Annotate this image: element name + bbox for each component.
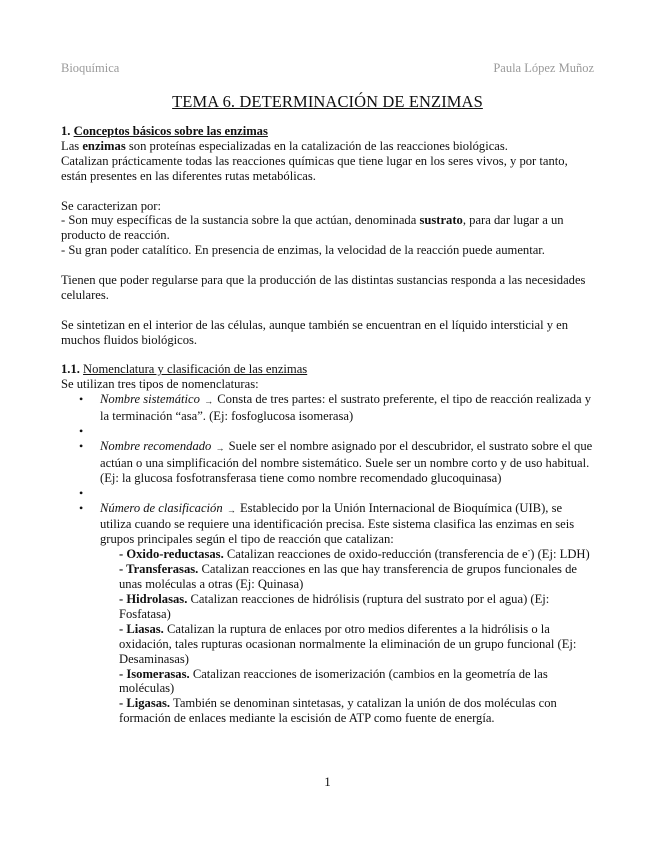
text: - Son muy específicas de la sustancia sobre la que actúan, denominada (61, 213, 417, 228)
page-number: 1 (324, 774, 331, 789)
bold-term: sustrato (419, 213, 463, 228)
document-body (61, 124, 595, 726)
text: Las (61, 138, 80, 153)
group-item (119, 696, 595, 726)
list-item (100, 439, 595, 486)
text: Catalizan reacciones de oxido-reducción (transferencia de e (226, 547, 528, 562)
section-1-number: 1. (61, 124, 71, 138)
enzyme-groups (100, 547, 595, 726)
arrow-icon: → (226, 504, 236, 515)
text: Suele ser el nombre asignado por el descubridor, el sustrato sobre el que actúan o una simplificación del nombre sistemático. Suele ser un nombre corto y de uso habitual. (Ej: la glucosa fosfotransferasa tiene como nombre recomendado glucoquinasa) (100, 438, 593, 485)
text: Establecido por la Unión Internacional de Bioquímica (UIB), se utiliza cuando se requiere una identificación precisa. Este sistema clasifica las enzimas en seis grupos principales según el tipo de reacción que catalizan: (100, 500, 575, 547)
paragraph: Se sintetizan en el interior de las células, aunque también se encuentran en el líquido intersticial y en muchos fluidos biológicos. (61, 317, 569, 347)
text: Catalizan reacciones de isomerización (cambios en la geometría de las moléculas) (119, 666, 548, 696)
page-title: TEMA 6. DETERMINACIÓN DE ENZIMAS (172, 92, 483, 111)
text: Catalizan la ruptura de enlaces por otro medios diferentes a la hidrólisis o la oxidación, tales rupturas ocasionan normalmente la eliminación de un grupo funcional (Ej: Desaminasas) (119, 621, 577, 666)
arrow-icon: → (204, 396, 214, 407)
group-item (119, 547, 595, 562)
spacer (100, 486, 595, 501)
group-name: - Isomerasas. (119, 666, 190, 681)
section-1-1-heading (61, 362, 595, 377)
paragraph: Catalizan prácticamente todas las reacciones químicas que tiene lugar en los seres vivos, y por tanto, están presentes en las diferentes rutas metabólicas. (61, 153, 568, 183)
section-1-heading (61, 124, 595, 139)
list-item (100, 392, 595, 424)
text: , para dar lugar a un producto de reacción. (61, 213, 564, 243)
paragraph (61, 213, 595, 243)
text: Consta de tres partes: el sustrato preferente, el tipo de reacción realizada y la terminación “asa”. (Ej: fosfoglucosa isomerasa) (100, 392, 592, 424)
text: También se denominan sintetasas, y catalizan la unión de dos moléculas con formación de enlaces mediante la escisión de ATP como fuente de energía. (119, 696, 557, 726)
section-1-1-title: Nomenclatura y clasificación de las enzimas (83, 362, 308, 377)
paragraph: - Su gran poder catalítico. En presencia de enzimas, la velocidad de la reacción puede aumentar. (61, 243, 545, 258)
italic-term: Nombre sistemático (100, 392, 200, 407)
text: Catalizan reacciones de hidrólisis (ruptura del sustrato por el agua) (Ej: Fosfatasa) (119, 592, 550, 621)
group-name: - Liasas. (119, 621, 164, 636)
group-item (119, 592, 595, 622)
nomenclature-list (61, 392, 595, 726)
paragraph (61, 139, 595, 154)
group-name: - Hidrolasas. (119, 592, 188, 606)
group-name: - Transferasas. (119, 562, 199, 577)
text: son proteínas especializadas en la catalización de las reacciones biológicas. (128, 138, 508, 153)
group-item (119, 562, 595, 592)
superscript: - (527, 546, 531, 556)
paragraph: Se caracterizan por: (61, 198, 161, 213)
group-name: - Oxido-reductasas. (119, 547, 224, 562)
paragraph: Se utilizan tres tipos de nomenclaturas: (61, 377, 259, 392)
bold-term: enzimas (82, 138, 126, 153)
header-left: Bioquímica (61, 61, 120, 75)
text: Catalizan reacciones en las que hay transferencia de grupos funcionales de unas moléculas a otras (Ej: Quinasa) (119, 562, 577, 592)
section-1-1-number: 1.1. (61, 362, 80, 377)
italic-term: Número de clasificación (100, 500, 223, 515)
paragraph: Tienen que poder regularse para que la producción de las distintas sustancias responda a las necesidades celulares. (61, 273, 586, 302)
spacer (100, 424, 595, 439)
arrow-icon: → (215, 442, 225, 453)
header-right: Paula López Muñoz (493, 61, 594, 75)
group-name: - Ligasas. (119, 696, 171, 711)
text: ) (Ej: LDH) (530, 547, 590, 562)
group-item (119, 622, 595, 667)
italic-term: Nombre recomendado (100, 438, 212, 453)
group-item (119, 667, 595, 697)
section-1-title: Conceptos básicos sobre las enzimas (73, 124, 268, 138)
list-item (100, 501, 595, 727)
